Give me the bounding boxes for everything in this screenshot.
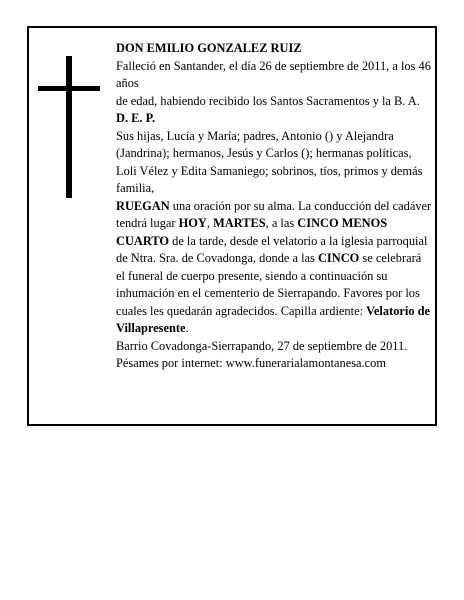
cinco-menos-cuarto-word: CINCO MENOS CUARTO [116,216,388,248]
period-text: . [185,321,189,335]
hoy-word: HOY [178,216,207,230]
place-date-line: Barrio Covadonga-Sierrapando, 27 de septiembre de 2011. [116,338,408,353]
death-line: Falleció en Santander, el día 26 de septiembre de 2011, a los 46 años [116,58,431,90]
obituary-notice [27,26,437,426]
obituary-text [116,40,432,373]
cross-vertical-bar [66,56,72,198]
cinco-word: CINCO [317,251,360,265]
comma-text: , [206,216,214,230]
cross-icon [38,56,100,198]
deceased-name: DON EMILIO GONZALEZ RUIZ [116,41,302,55]
martes-word: MARTES [213,216,266,230]
a-las-text: , a las [265,216,298,230]
condolences-line: Pésames por internet: www.funerarialamontanesa.com [116,356,386,370]
dep-line: D. E. P. [116,111,156,125]
ruegan-text: una oración por su alma. La conducción del cadáver tendrá lugar [116,198,432,230]
velatorio-name: Velatorio de Villapresente [116,303,431,335]
funeral-paragraph [116,198,432,338]
cross-horizontal-bar [38,86,100,91]
family-paragraph: Sus hijas, Lucía y María; padres, Antonio () y Alejandra (Jandrina); hermanos, Jesús y Carlos (); hermanas políticas, Loli Vélez y Edita Samaniego; sobrinos, tíos, primos y demás familia, [116,128,423,195]
sacraments-line: de edad, habiendo recibido los Santos Sacramentos y la B. A. [116,93,420,108]
funeral-text: se celebrará el funeral de cuerpo presente, siendo a continuación su inhumación en el cementerio de Sierrapando. Favores por los cuales les quedarán agradecidos. Capilla ardiente: [116,251,422,318]
tarde-text: de la tarde, desde el velatorio a la iglesia parroquial de Ntra. Sra. de Covadonga, donde a las [116,233,428,265]
ruegan-word: RUEGAN [116,198,170,213]
